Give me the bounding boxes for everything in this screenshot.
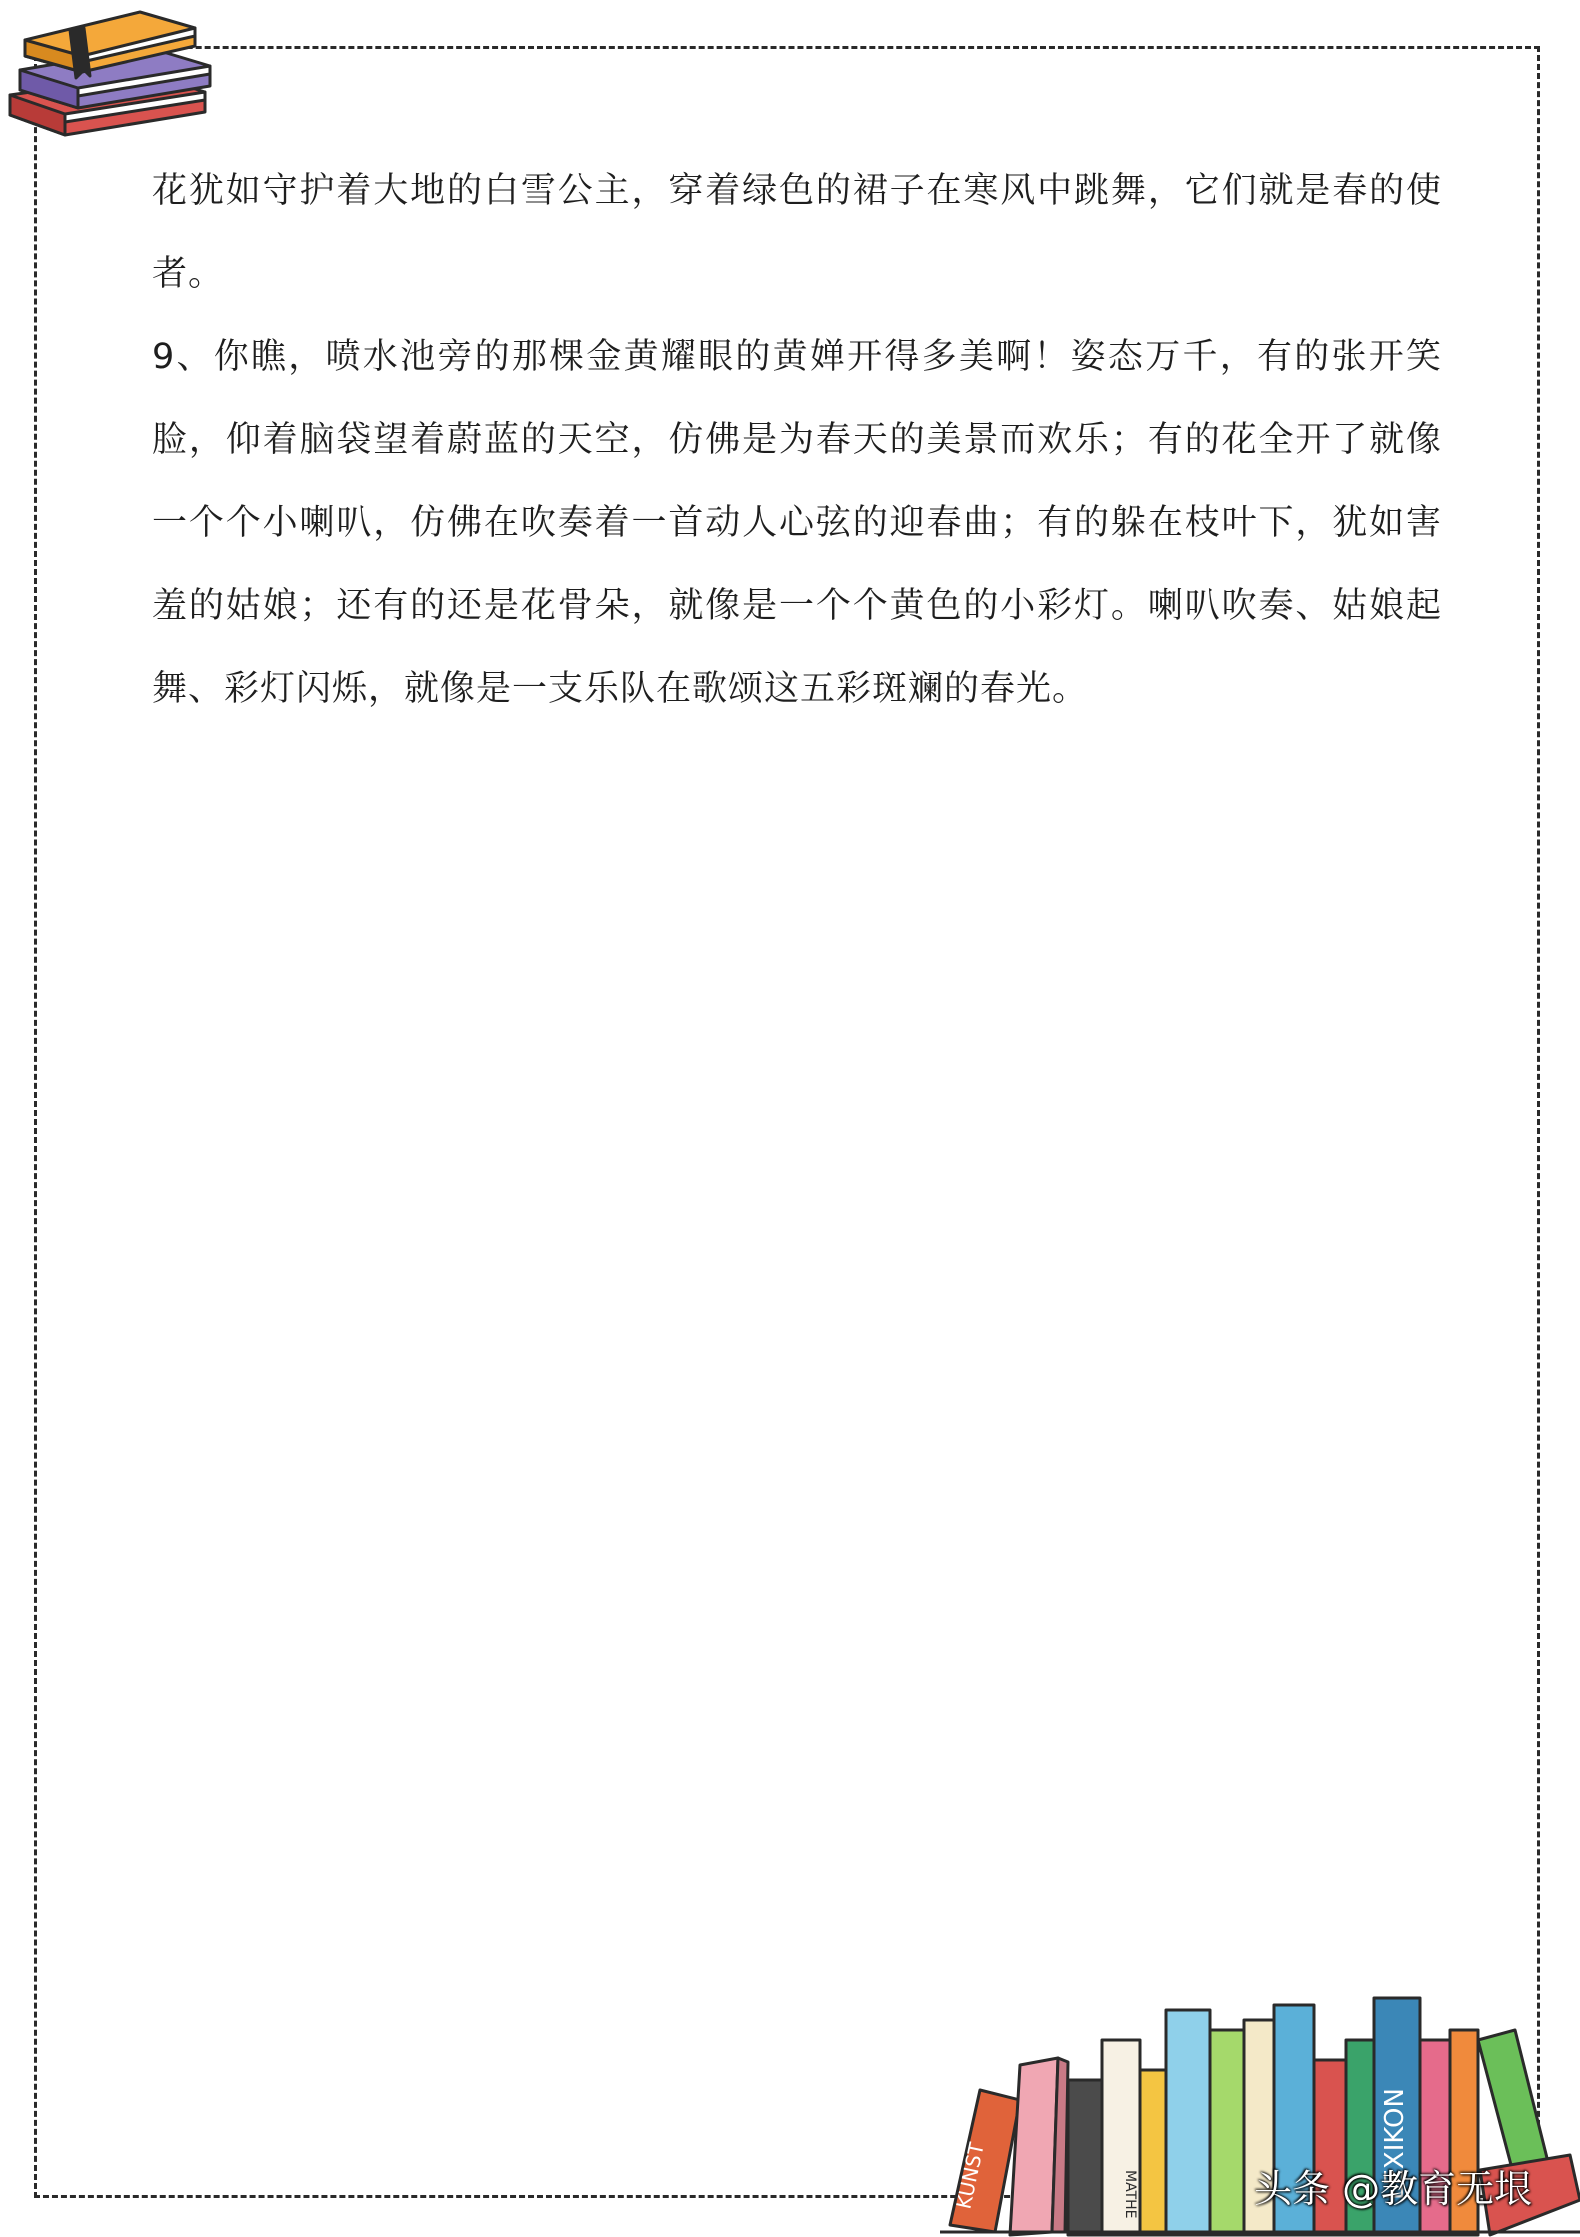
article-body: [152, 150, 1442, 731]
book-spine-label: MATHE: [1122, 2170, 1138, 2219]
paragraph: 9、你瞧，喷水池旁的那棵金黄耀眼的黄婵开得多美啊！姿态万千，有的张开笑脸，仰着脑袋望着蔚蓝的天空，仿佛是为春天的美景而欢乐；有的花全开了就像一个个小喇叭，仿佛在吹奏着一首动人心弦的迎春曲；有的躲在枝叶下，犹如害羞的姑娘；还有的还是花骨朵，就像是一个个黄色的小彩灯。喇叭吹奏、姑娘起舞、彩灯闪烁，就像是一支乐队在歌颂这五彩斑斓的春光。: [152, 337, 1442, 709]
book-spine-label: LEXIKON: [1380, 2088, 1410, 2200]
paragraph: 花犹如守护着大地的白雪公主，穿着绿色的裙子在寒风中跳舞，它们就是春的使者。: [152, 171, 1442, 294]
watermark: 头条 @教育无垠: [1254, 2167, 1533, 2211]
book-spine-label: KUNST: [951, 2140, 989, 2212]
book-stack-icon: [0, 0, 230, 150]
